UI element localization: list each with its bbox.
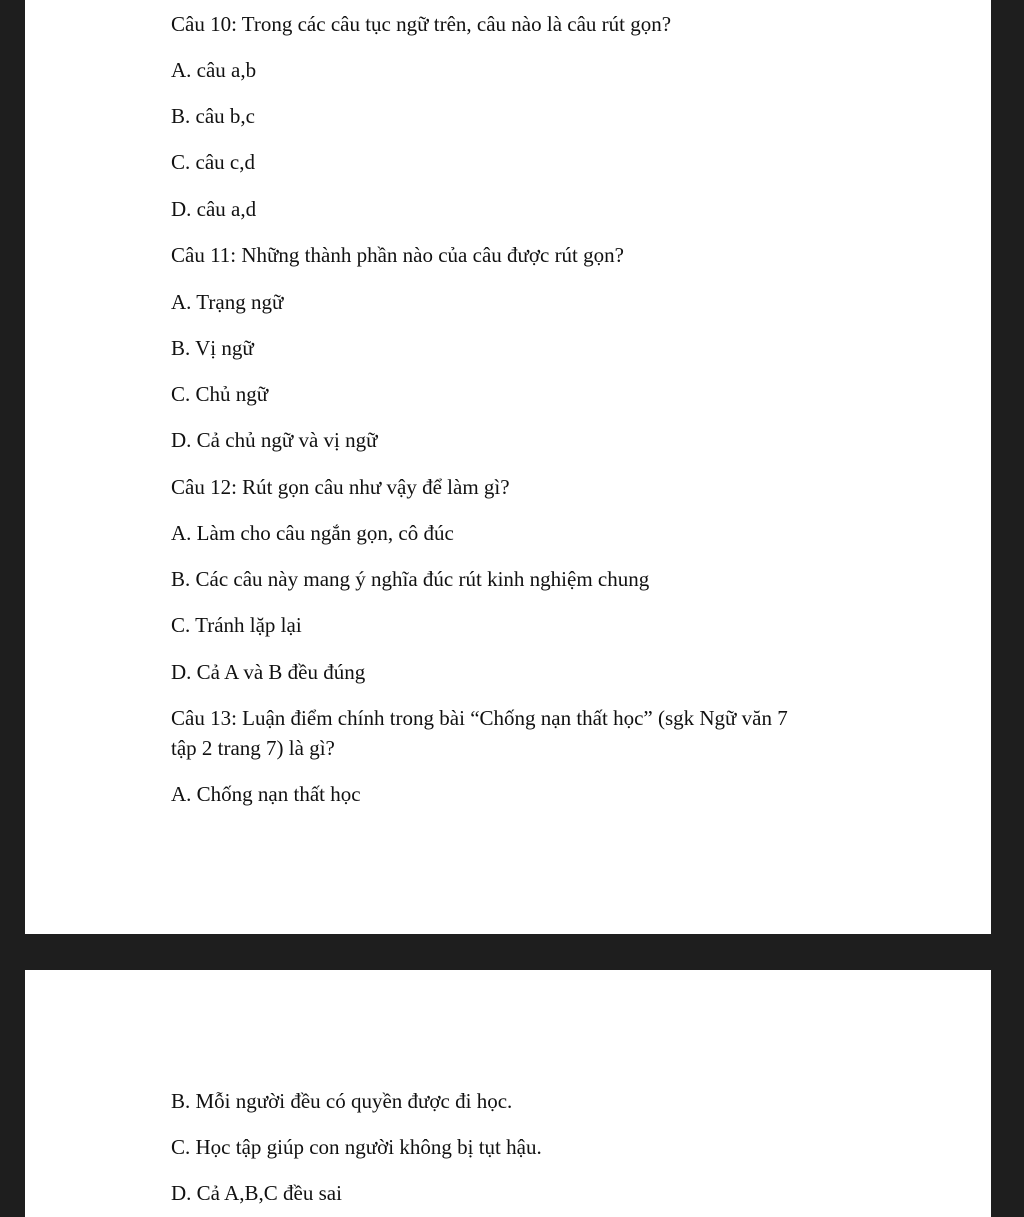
q13-option-c: C. Học tập giúp con người không bị tụt hậu.: [171, 1135, 542, 1159]
question-13-line-1: Câu 13: Luận điểm chính trong bài “Chống nạn thất học” (sgk Ngữ văn 7: [171, 706, 788, 730]
q11-option-b: B. Vị ngữ: [171, 336, 254, 360]
q13-option-a: A. Chống nạn thất học: [171, 782, 361, 806]
q10-option-b: B. câu b,c: [171, 104, 255, 128]
q10-option-c: C. câu c,d: [171, 150, 255, 174]
question-13-line-2: tập 2 trang 7) là gì?: [171, 736, 335, 760]
question-10: Câu 10: Trong các câu tục ngữ trên, câu nào là câu rút gọn?: [171, 12, 672, 36]
document-page-1: [25, 0, 991, 934]
q10-option-a: A. câu a,b: [171, 58, 257, 82]
q12-option-d: D. Cả A và B đều đúng: [171, 660, 366, 684]
q13-option-d: D. Cả A,B,C đều sai: [171, 1181, 342, 1205]
question-12: Câu 12: Rút gọn câu như vậy để làm gì?: [171, 475, 510, 499]
document-page-2: [25, 970, 991, 1217]
q11-option-a: A. Trạng ngữ: [171, 290, 284, 314]
q13-option-b: B. Mỗi người đều có quyền được đi học.: [171, 1089, 513, 1113]
q11-option-c: C. Chủ ngữ: [171, 382, 269, 406]
q12-option-b: B. Các câu này mang ý nghĩa đúc rút kinh nghiệm chung: [171, 567, 650, 591]
q12-option-c: C. Tránh lặp lại: [171, 613, 302, 637]
question-11: Câu 11: Những thành phần nào của câu được rút gọn?: [171, 243, 624, 267]
q12-option-a: A. Làm cho câu ngắn gọn, cô đúc: [171, 521, 454, 545]
q10-option-d: D. câu a,d: [171, 197, 257, 221]
q11-option-d: D. Cả chủ ngữ và vị ngữ: [171, 428, 378, 452]
